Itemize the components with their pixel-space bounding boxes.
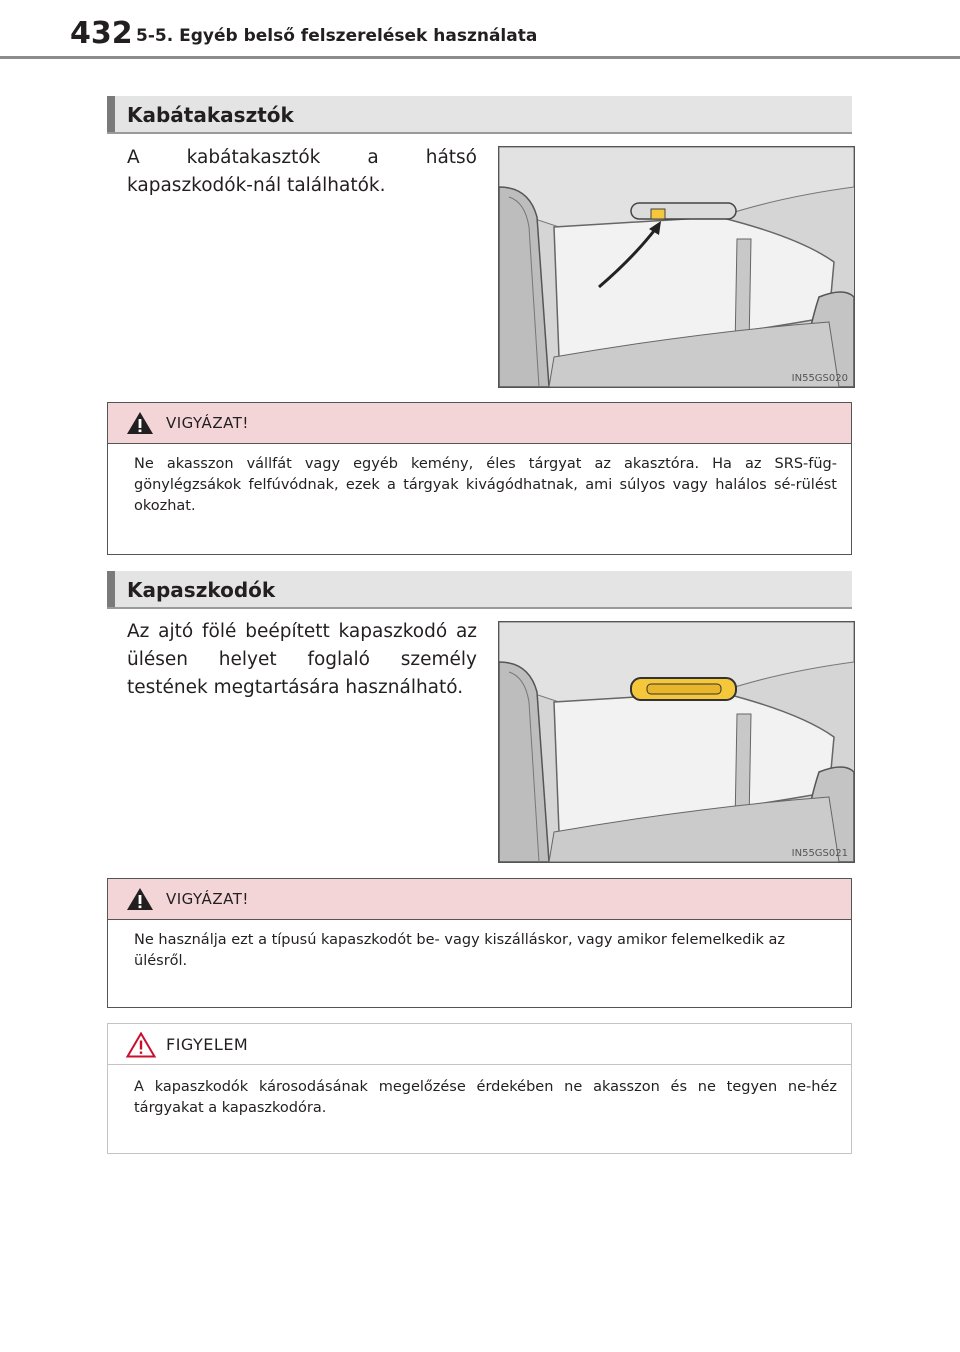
warning-label: VIGYÁZAT! — [166, 890, 249, 908]
warning-header — [108, 403, 851, 444]
coat-hooks-description: A kabátakasztók a hátsó kapaszkodók-nál találhatók. — [127, 147, 477, 196]
notice-text: A kapaszkodók károsodásának megelőzése érdekében ne akasszon és ne tegyen ne-héz tárgyakat a kapaszkodóra. — [134, 1079, 837, 1116]
header-rule — [0, 56, 960, 59]
notice-header — [108, 1024, 851, 1065]
warning-label: VIGYÁZAT! — [166, 414, 249, 432]
warning-box-coat-hooks — [107, 402, 852, 555]
notice-box — [107, 1023, 852, 1154]
coat-hook-illustration — [498, 146, 855, 388]
warning-text: Ne használja ezt a típusú kapaszkodót be- vagy kiszálláskor, vagy amikor felemelkedik az ülésről. — [134, 932, 785, 969]
grab-handles-description: Az ajtó fölé beépített kapaszkodó az ülésen helyet foglaló személy testének megtartására használható. — [127, 621, 477, 698]
warning-box-grab-handles — [107, 878, 852, 1008]
chapter-title: 5-5. Egyéb belső felszerelések használata — [136, 26, 538, 46]
section-heading-grab-handles — [107, 571, 852, 609]
page-number: 432 — [70, 16, 133, 51]
caution-triangle-icon — [126, 1032, 156, 1058]
warning-triangle-icon — [126, 887, 154, 911]
warning-text: Ne akasszon vállfát vagy egyéb kemény, éles tárgyat az akasztóra. Ha az SRS-füg-gönylégzsákok felfúvódnak, ezek a tárgyak kivágódhatnak, ami súlyos vagy halálos sé-rülést okozhat. — [134, 456, 837, 514]
section-heading-coat-hooks — [107, 96, 852, 134]
warning-triangle-icon — [126, 411, 154, 435]
car-interior-drawing — [499, 147, 854, 387]
car-interior-drawing — [499, 622, 854, 862]
figure-code: IN55GS021 — [791, 848, 848, 859]
section-title: Kapaszkodók — [127, 578, 276, 602]
notice-label: FIGYELEM — [166, 1035, 249, 1054]
figure-code: IN55GS020 — [791, 373, 848, 384]
grab-handle-illustration — [498, 621, 855, 863]
warning-header — [108, 879, 851, 920]
section-title: Kabátakasztók — [127, 103, 294, 127]
